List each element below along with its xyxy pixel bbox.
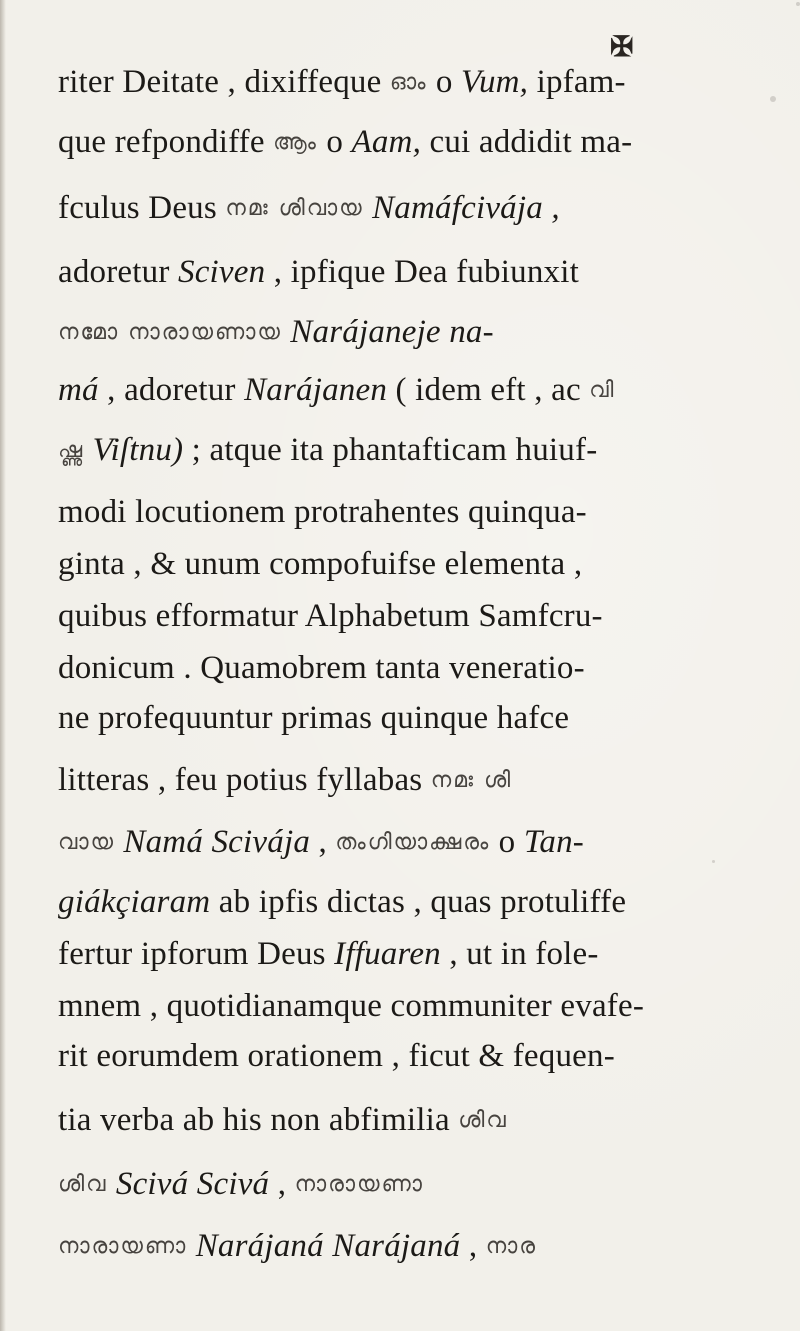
text-segment: , ut in fole- [440,936,599,972]
malayalam-glyph: നമോ നാരായണായ [58,320,282,345]
malayalam-glyph: ശിവ [58,1172,108,1197]
text-line-3 [58,188,770,229]
malayalam-glyph: നമഃ ശി [430,768,513,793]
text-segment: fertur ipforum Deus [58,936,335,972]
text-segment: o [317,124,352,160]
text-segment: ne profequuntur primas quinque hafce [58,700,570,736]
italic-term: Aam, [351,124,422,160]
text-segment: , ipfique Dea fubiunxit [265,254,579,290]
text-line-17 [58,986,770,1026]
text-segment [441,314,449,350]
text-line-16 [58,934,770,974]
text-line-8 [58,492,770,532]
text-segment: donicum . Quamobrem tanta veneratio- [58,650,585,686]
text-segment: cui addidit ma- [421,124,633,160]
text-segment: o [427,64,462,100]
italic-term: giákçiaram [58,884,211,920]
italic-term: Scivá Scivá [115,1166,270,1202]
text-line-20 [58,1164,770,1205]
italic-term: Narájaná Narájaná [195,1228,461,1264]
text-line-12 [58,698,770,738]
text-segment: o [490,824,524,860]
italic-term: Narájanen [244,372,388,408]
text-line-11 [58,648,770,688]
italic-term: Narájaneje [290,314,441,350]
text-segment: , [460,1228,486,1264]
text-segment: mnem , quotidianamque communiter evafe- [58,988,645,1024]
italic-term: Viſtnu) [92,432,184,468]
italic-term: Tan- [523,824,584,860]
ink-spot [796,2,800,6]
italic-term: Namá Scivája [123,824,311,860]
text-segment: modi locutionem protrahentes quinqua- [58,494,587,530]
text-line-2 [58,122,770,163]
italic-term: na- [449,314,494,350]
malayalam-glyph: ഓം [389,70,428,95]
malayalam-glyph: ആം [273,130,318,155]
text-segment [84,432,92,468]
text-line-19 [58,1100,770,1141]
text-segment: fculus Deus [58,190,226,226]
italic-term: má [58,372,99,408]
ink-spot [770,96,776,102]
text-segment: , adoretur [98,372,245,408]
text-segment: ( idem eft , ac [387,372,590,408]
italic-term: Vum, [461,64,529,100]
text-segment: , [269,1166,295,1202]
malayalam-glyph: വി [589,378,616,403]
text-segment: rit eorumdem orationem , ficut & fequen- [58,1038,615,1074]
text-segment: riter Deitate , dixiffeque [58,64,390,100]
text-line-4 [58,252,770,292]
text-segment: ginta , & unum compofuifse elementa , [58,546,583,582]
malayalam-glyph: ഷ്ണു [58,438,85,463]
page-top-mark: ✠ [610,32,634,63]
text-line-18 [58,1036,770,1076]
malayalam-glyph: ശിവ [458,1108,508,1133]
text-segment: adoretur [58,254,178,290]
text-line-7 [58,430,770,471]
text-line-1 [58,62,770,103]
text-segment [364,190,372,226]
malayalam-glyph: നമഃ ശിവായ [225,196,364,221]
malayalam-glyph: നാരായണാ [294,1172,424,1197]
text-line-13 [58,760,770,801]
text-segment: , [310,824,336,860]
text-segment: ab ipfis dictas , quas protuliffe [210,884,627,920]
text-segment: quibus efformatur Alphabetum Samfcru- [58,598,603,634]
text-segment: que refpondiffe [58,124,274,160]
italic-term: Sciven [178,254,266,290]
text-line-5 [58,312,770,353]
text-line-9 [58,544,770,584]
text-line-21 [58,1226,770,1267]
text-segment [187,1228,195,1264]
text-line-15 [58,882,770,922]
text-segment: ; atque ita phantafticam huiuf- [183,432,598,468]
text-segment [107,1166,115,1202]
italic-term: Iffuaren [334,936,441,972]
malayalam-glyph: നാര [485,1234,538,1259]
italic-term: Namáfcivája , [372,190,560,226]
text-segment: litteras , feu potius fyllabas [58,762,431,798]
malayalam-glyph: നാരായണാ [58,1234,188,1259]
malayalam-glyph: തംഗിയാക്ഷരം [335,830,491,855]
text-line-14 [58,822,770,863]
malayalam-glyph: വായ [58,830,115,855]
text-line-6 [58,370,770,411]
page-edge-shadow [0,0,6,1331]
text-segment: tia verba ab his non abfimilia [58,1102,459,1138]
text-segment: ipfam- [528,64,626,100]
text-line-10 [58,596,770,636]
